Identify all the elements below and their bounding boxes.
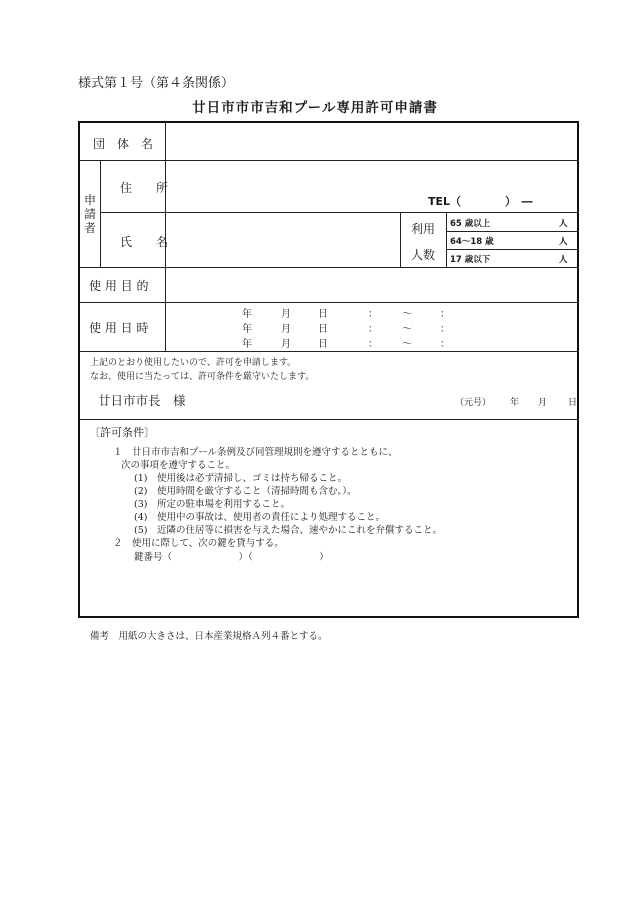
row-divider (100, 212, 577, 213)
applicant-column-divider (100, 160, 101, 267)
row-divider (80, 351, 577, 352)
date-month-label: 月 (538, 398, 548, 408)
era-label: （元号） (455, 398, 492, 408)
condition-subitem: (4) 使用中の事故は、使用者の責任により処理すること。 (134, 512, 385, 523)
note: 備考 用紙の大きさは、日本産業規格Ａ列４番とする。 (90, 631, 328, 642)
age-row-divider (446, 249, 577, 250)
condition-item: 次の事項を遵守すること。 (121, 460, 236, 471)
month-label: 月 (281, 309, 291, 320)
users-label: 利用 (411, 222, 436, 236)
age-65-label: 65 歳以上 (450, 219, 491, 229)
condition-item: １ 廿日市市吉和プール条例及び同管理規則を遵守するとともに、 (113, 447, 398, 458)
tel-label: TEL（ ） ― (428, 195, 533, 208)
datetime-label: 使 用 日 時 (89, 321, 149, 335)
application-form-frame (78, 121, 579, 618)
age-17-unit: 人 (559, 255, 568, 265)
time-colon: ： (440, 309, 450, 320)
time-colon: ： (368, 324, 378, 335)
age-17-label: 17 歳以下 (450, 255, 491, 265)
document-title: 廿日市市市吉和プール専用許可申請書 (192, 100, 438, 116)
time-colon: ： (368, 309, 378, 320)
request-statement: なお、使用に当たっては、許可条件を厳守いたします。 (90, 372, 315, 382)
year-label: 年 (242, 309, 252, 320)
age-18-64-label: 64～18 歳 (450, 237, 494, 247)
day-label: 日 (318, 309, 328, 320)
date-day-label: 日 (568, 398, 578, 408)
condition-item: ２ 使用に際して、次の鍵を貸与する。 (113, 538, 284, 549)
row-divider (80, 267, 577, 268)
day-label: 日 (318, 324, 328, 335)
condition-subitem: (1) 使用後は必ず清掃し、ゴミは持ち帰ること。 (134, 473, 347, 484)
purpose-label: 使 用 目 的 (89, 279, 149, 293)
time-range-tilde: ～ (402, 324, 412, 335)
form-number: 様式第１号（第４条関係） (78, 76, 235, 91)
month-label: 月 (281, 324, 291, 335)
age-18-64-unit: 人 (559, 237, 568, 247)
time-colon: ： (440, 339, 450, 350)
time-colon: ： (368, 339, 378, 350)
request-statement: 上記のとおり使用したいので、許可を申請します。 (90, 358, 297, 368)
time-colon: ： (440, 324, 450, 335)
condition-subitem: (3) 所定の駐車場を利用すること。 (134, 499, 290, 510)
day-label: 日 (318, 339, 328, 350)
row-divider (80, 302, 577, 303)
addressee: 廿日市市長 様 (98, 393, 186, 408)
time-range-tilde: ～ (402, 309, 412, 320)
row-divider (80, 160, 577, 161)
age-column-divider (446, 212, 447, 267)
row-divider (80, 419, 577, 420)
condition-subitem: (5) 近隣の住居等に損害を与えた場合、速やかにこれを弁償すること。 (134, 525, 442, 536)
condition-subitem: (2) 使用時間を厳守すること（清掃時間も含む。）。 (134, 486, 357, 497)
key-number-line: 鍵番号（ ）（ ） (134, 552, 329, 563)
users-column-divider (400, 212, 401, 267)
applicant-label: 申請者 (83, 193, 96, 235)
group-name-label: 団 体 名 (93, 137, 154, 151)
users-label: 人数 (411, 248, 436, 262)
time-range-tilde: ～ (402, 339, 412, 350)
name-label: 氏 名 (120, 235, 169, 249)
age-65-unit: 人 (559, 219, 568, 229)
age-row-divider (446, 231, 577, 232)
year-label: 年 (242, 324, 252, 335)
month-label: 月 (281, 339, 291, 350)
date-year-label: 年 (510, 398, 520, 408)
conditions-heading: 〔許可条件〕 (89, 426, 155, 439)
year-label: 年 (242, 339, 252, 350)
address-label: 住 所 (120, 181, 169, 195)
